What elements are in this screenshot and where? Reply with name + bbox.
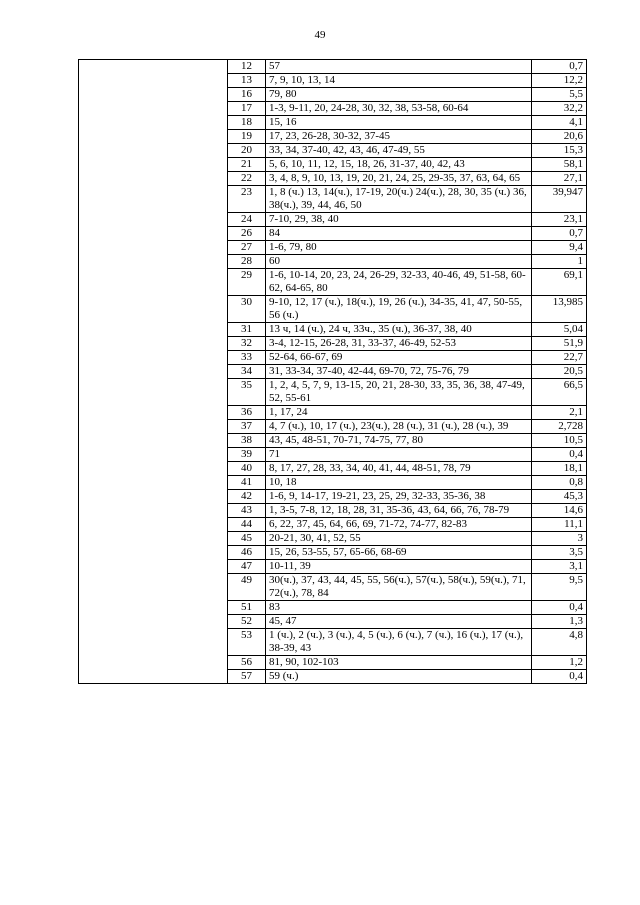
area-value-cell: 9,5 <box>532 574 587 601</box>
plot-list-cell: 6, 22, 37, 45, 64, 66, 69, 71-72, 74-77, 82-83 <box>266 518 532 532</box>
area-value-cell: 14,6 <box>532 504 587 518</box>
area-value-cell: 5,04 <box>532 323 587 337</box>
area-value-cell: 27,1 <box>532 172 587 186</box>
area-value-cell: 1,3 <box>532 615 587 629</box>
area-value-cell: 3,5 <box>532 546 587 560</box>
plot-list-cell: 10, 18 <box>266 476 532 490</box>
area-value-cell: 1,2 <box>532 656 587 670</box>
quarter-number-cell: 33 <box>228 351 266 365</box>
area-value-cell: 0,4 <box>532 601 587 615</box>
quarter-number-cell: 35 <box>228 379 266 406</box>
plot-list-cell: 30(ч.), 37, 43, 44, 45, 55, 56(ч.), 57(ч.), 58(ч.), 59(ч.), 71, 72(ч.), 78, 84 <box>266 574 532 601</box>
area-value-cell: 3 <box>532 532 587 546</box>
quarter-number-cell: 30 <box>228 296 266 323</box>
plot-list-cell: 5, 6, 10, 11, 12, 15, 18, 26, 31-37, 40, 42, 43 <box>266 158 532 172</box>
quarter-number-cell: 51 <box>228 601 266 615</box>
quarter-number-cell: 28 <box>228 255 266 269</box>
plot-list-cell: 17, 23, 26-28, 30-32, 37-45 <box>266 130 532 144</box>
area-value-cell: 45,3 <box>532 490 587 504</box>
quarter-number-cell: 42 <box>228 490 266 504</box>
area-value-cell: 11,1 <box>532 518 587 532</box>
plot-list-cell: 71 <box>266 448 532 462</box>
plot-list-cell: 45, 47 <box>266 615 532 629</box>
plot-list-cell: 8, 17, 27, 28, 33, 34, 40, 41, 44, 48-51, 78, 79 <box>266 462 532 476</box>
quarter-number-cell: 32 <box>228 337 266 351</box>
area-value-cell: 3,1 <box>532 560 587 574</box>
area-value-cell: 15,3 <box>532 144 587 158</box>
quarter-number-cell: 41 <box>228 476 266 490</box>
plot-list-cell: 83 <box>266 601 532 615</box>
plot-list-cell: 3-4, 12-15, 26-28, 31, 33-37, 46-49, 52-53 <box>266 337 532 351</box>
quarter-number-cell: 29 <box>228 269 266 296</box>
quarter-number-cell: 17 <box>228 102 266 116</box>
plot-list-cell: 60 <box>266 255 532 269</box>
plot-list-cell: 79, 80 <box>266 88 532 102</box>
plot-list-cell: 7, 9, 10, 13, 14 <box>266 74 532 88</box>
area-value-cell: 18,1 <box>532 462 587 476</box>
quarter-number-cell: 57 <box>228 670 266 684</box>
quarter-number-cell: 43 <box>228 504 266 518</box>
plot-list-cell: 31, 33-34, 37-40, 42-44, 69-70, 72, 75-76, 79 <box>266 365 532 379</box>
quarter-number-cell: 52 <box>228 615 266 629</box>
area-value-cell: 0,4 <box>532 448 587 462</box>
area-value-cell: 10,5 <box>532 434 587 448</box>
area-value-cell: 1 <box>532 255 587 269</box>
plot-list-cell: 1-6, 9, 14-17, 19-21, 23, 25, 29, 32-33, 35-36, 38 <box>266 490 532 504</box>
area-value-cell: 20,6 <box>532 130 587 144</box>
quarter-number-cell: 20 <box>228 144 266 158</box>
area-value-cell: 0,7 <box>532 60 587 74</box>
area-value-cell: 39,947 <box>532 186 587 213</box>
plot-list-cell: 43, 45, 48-51, 70-71, 74-75, 77, 80 <box>266 434 532 448</box>
area-value-cell: 13,985 <box>532 296 587 323</box>
plot-list-cell: 84 <box>266 227 532 241</box>
quarter-number-cell: 18 <box>228 116 266 130</box>
empty-merged-cell <box>79 60 228 684</box>
area-value-cell: 0,4 <box>532 670 587 684</box>
quarter-number-cell: 45 <box>228 532 266 546</box>
plots-table <box>78 59 587 684</box>
quarter-number-cell: 21 <box>228 158 266 172</box>
plot-list-cell: 52-64, 66-67, 69 <box>266 351 532 365</box>
plot-list-cell: 7-10, 29, 38, 40 <box>266 213 532 227</box>
area-value-cell: 58,1 <box>532 158 587 172</box>
plot-list-cell: 1, 3-5, 7-8, 12, 18, 28, 31, 35-36, 43, 64, 66, 76, 78-79 <box>266 504 532 518</box>
quarter-number-cell: 12 <box>228 60 266 74</box>
quarter-number-cell: 27 <box>228 241 266 255</box>
plot-list-cell: 59 (ч.) <box>266 670 532 684</box>
area-value-cell: 4,1 <box>532 116 587 130</box>
quarter-number-cell: 23 <box>228 186 266 213</box>
plot-list-cell: 1, 8 (ч.) 13, 14(ч.), 17-19, 20(ч.) 24(ч.), 28, 30, 35 (ч.) 36, 38(ч.), 39, 44, 46, 50 <box>266 186 532 213</box>
plot-list-cell: 81, 90, 102-103 <box>266 656 532 670</box>
quarter-number-cell: 44 <box>228 518 266 532</box>
quarter-number-cell: 46 <box>228 546 266 560</box>
quarter-number-cell: 39 <box>228 448 266 462</box>
plot-list-cell: 1 (ч.), 2 (ч.), 3 (ч.), 4, 5 (ч.), 6 (ч.), 7 (ч.), 16 (ч.), 17 (ч.), 38-39, 43 <box>266 629 532 656</box>
area-value-cell: 2,1 <box>532 406 587 420</box>
area-value-cell: 4,8 <box>532 629 587 656</box>
quarter-number-cell: 36 <box>228 406 266 420</box>
quarter-number-cell: 40 <box>228 462 266 476</box>
area-value-cell: 5,5 <box>532 88 587 102</box>
page-number: 49 <box>314 29 326 41</box>
quarter-number-cell: 26 <box>228 227 266 241</box>
plot-list-cell: 1, 2, 4, 5, 7, 9, 13-15, 20, 21, 28-30, 33, 35, 36, 38, 47-49, 52, 55-61 <box>266 379 532 406</box>
plot-list-cell: 13 ч, 14 (ч.), 24 ч, 33ч., 35 (ч.), 36-37, 38, 40 <box>266 323 532 337</box>
plot-list-cell: 33, 34, 37-40, 42, 43, 46, 47-49, 55 <box>266 144 532 158</box>
quarter-number-cell: 13 <box>228 74 266 88</box>
plot-list-cell: 15, 26, 53-55, 57, 65-66, 68-69 <box>266 546 532 560</box>
quarter-number-cell: 31 <box>228 323 266 337</box>
plots-table-body <box>79 60 587 684</box>
area-value-cell: 20,5 <box>532 365 587 379</box>
quarter-number-cell: 37 <box>228 420 266 434</box>
area-value-cell: 9,4 <box>532 241 587 255</box>
quarter-number-cell: 49 <box>228 574 266 601</box>
quarter-number-cell: 22 <box>228 172 266 186</box>
area-value-cell: 66,5 <box>532 379 587 406</box>
plot-list-cell: 3, 4, 8, 9, 10, 13, 19, 20, 21, 24, 25, 29-35, 37, 63, 64, 65 <box>266 172 532 186</box>
quarter-number-cell: 47 <box>228 560 266 574</box>
table-row <box>79 60 587 74</box>
area-value-cell: 12,2 <box>532 74 587 88</box>
plot-list-cell: 1-6, 79, 80 <box>266 241 532 255</box>
area-value-cell: 23,1 <box>532 213 587 227</box>
area-value-cell: 51,9 <box>532 337 587 351</box>
area-value-cell: 0,7 <box>532 227 587 241</box>
plot-list-cell: 9-10, 12, 17 (ч.), 18(ч.), 19, 26 (ч.), 34-35, 41, 47, 50-55, 56 (ч.) <box>266 296 532 323</box>
quarter-number-cell: 16 <box>228 88 266 102</box>
area-value-cell: 22,7 <box>532 351 587 365</box>
quarter-number-cell: 56 <box>228 656 266 670</box>
area-value-cell: 32,2 <box>532 102 587 116</box>
plot-list-cell: 10-11, 39 <box>266 560 532 574</box>
quarter-number-cell: 53 <box>228 629 266 656</box>
plot-list-cell: 1, 17, 24 <box>266 406 532 420</box>
quarter-number-cell: 24 <box>228 213 266 227</box>
quarter-number-cell: 38 <box>228 434 266 448</box>
area-value-cell: 2,728 <box>532 420 587 434</box>
plot-list-cell: 57 <box>266 60 532 74</box>
area-value-cell: 0,8 <box>532 476 587 490</box>
quarter-number-cell: 19 <box>228 130 266 144</box>
plot-list-cell: 1-3, 9-11, 20, 24-28, 30, 32, 38, 53-58, 60-64 <box>266 102 532 116</box>
area-value-cell: 69,1 <box>532 269 587 296</box>
quarter-number-cell: 34 <box>228 365 266 379</box>
plot-list-cell: 4, 7 (ч.), 10, 17 (ч.), 23(ч.), 28 (ч.), 31 (ч.), 28 (ч.), 39 <box>266 420 532 434</box>
plot-list-cell: 20-21, 30, 41, 52, 55 <box>266 532 532 546</box>
plot-list-cell: 1-6, 10-14, 20, 23, 24, 26-29, 32-33, 40-46, 49, 51-58, 60-62, 64-65, 80 <box>266 269 532 296</box>
plot-list-cell: 15, 16 <box>266 116 532 130</box>
